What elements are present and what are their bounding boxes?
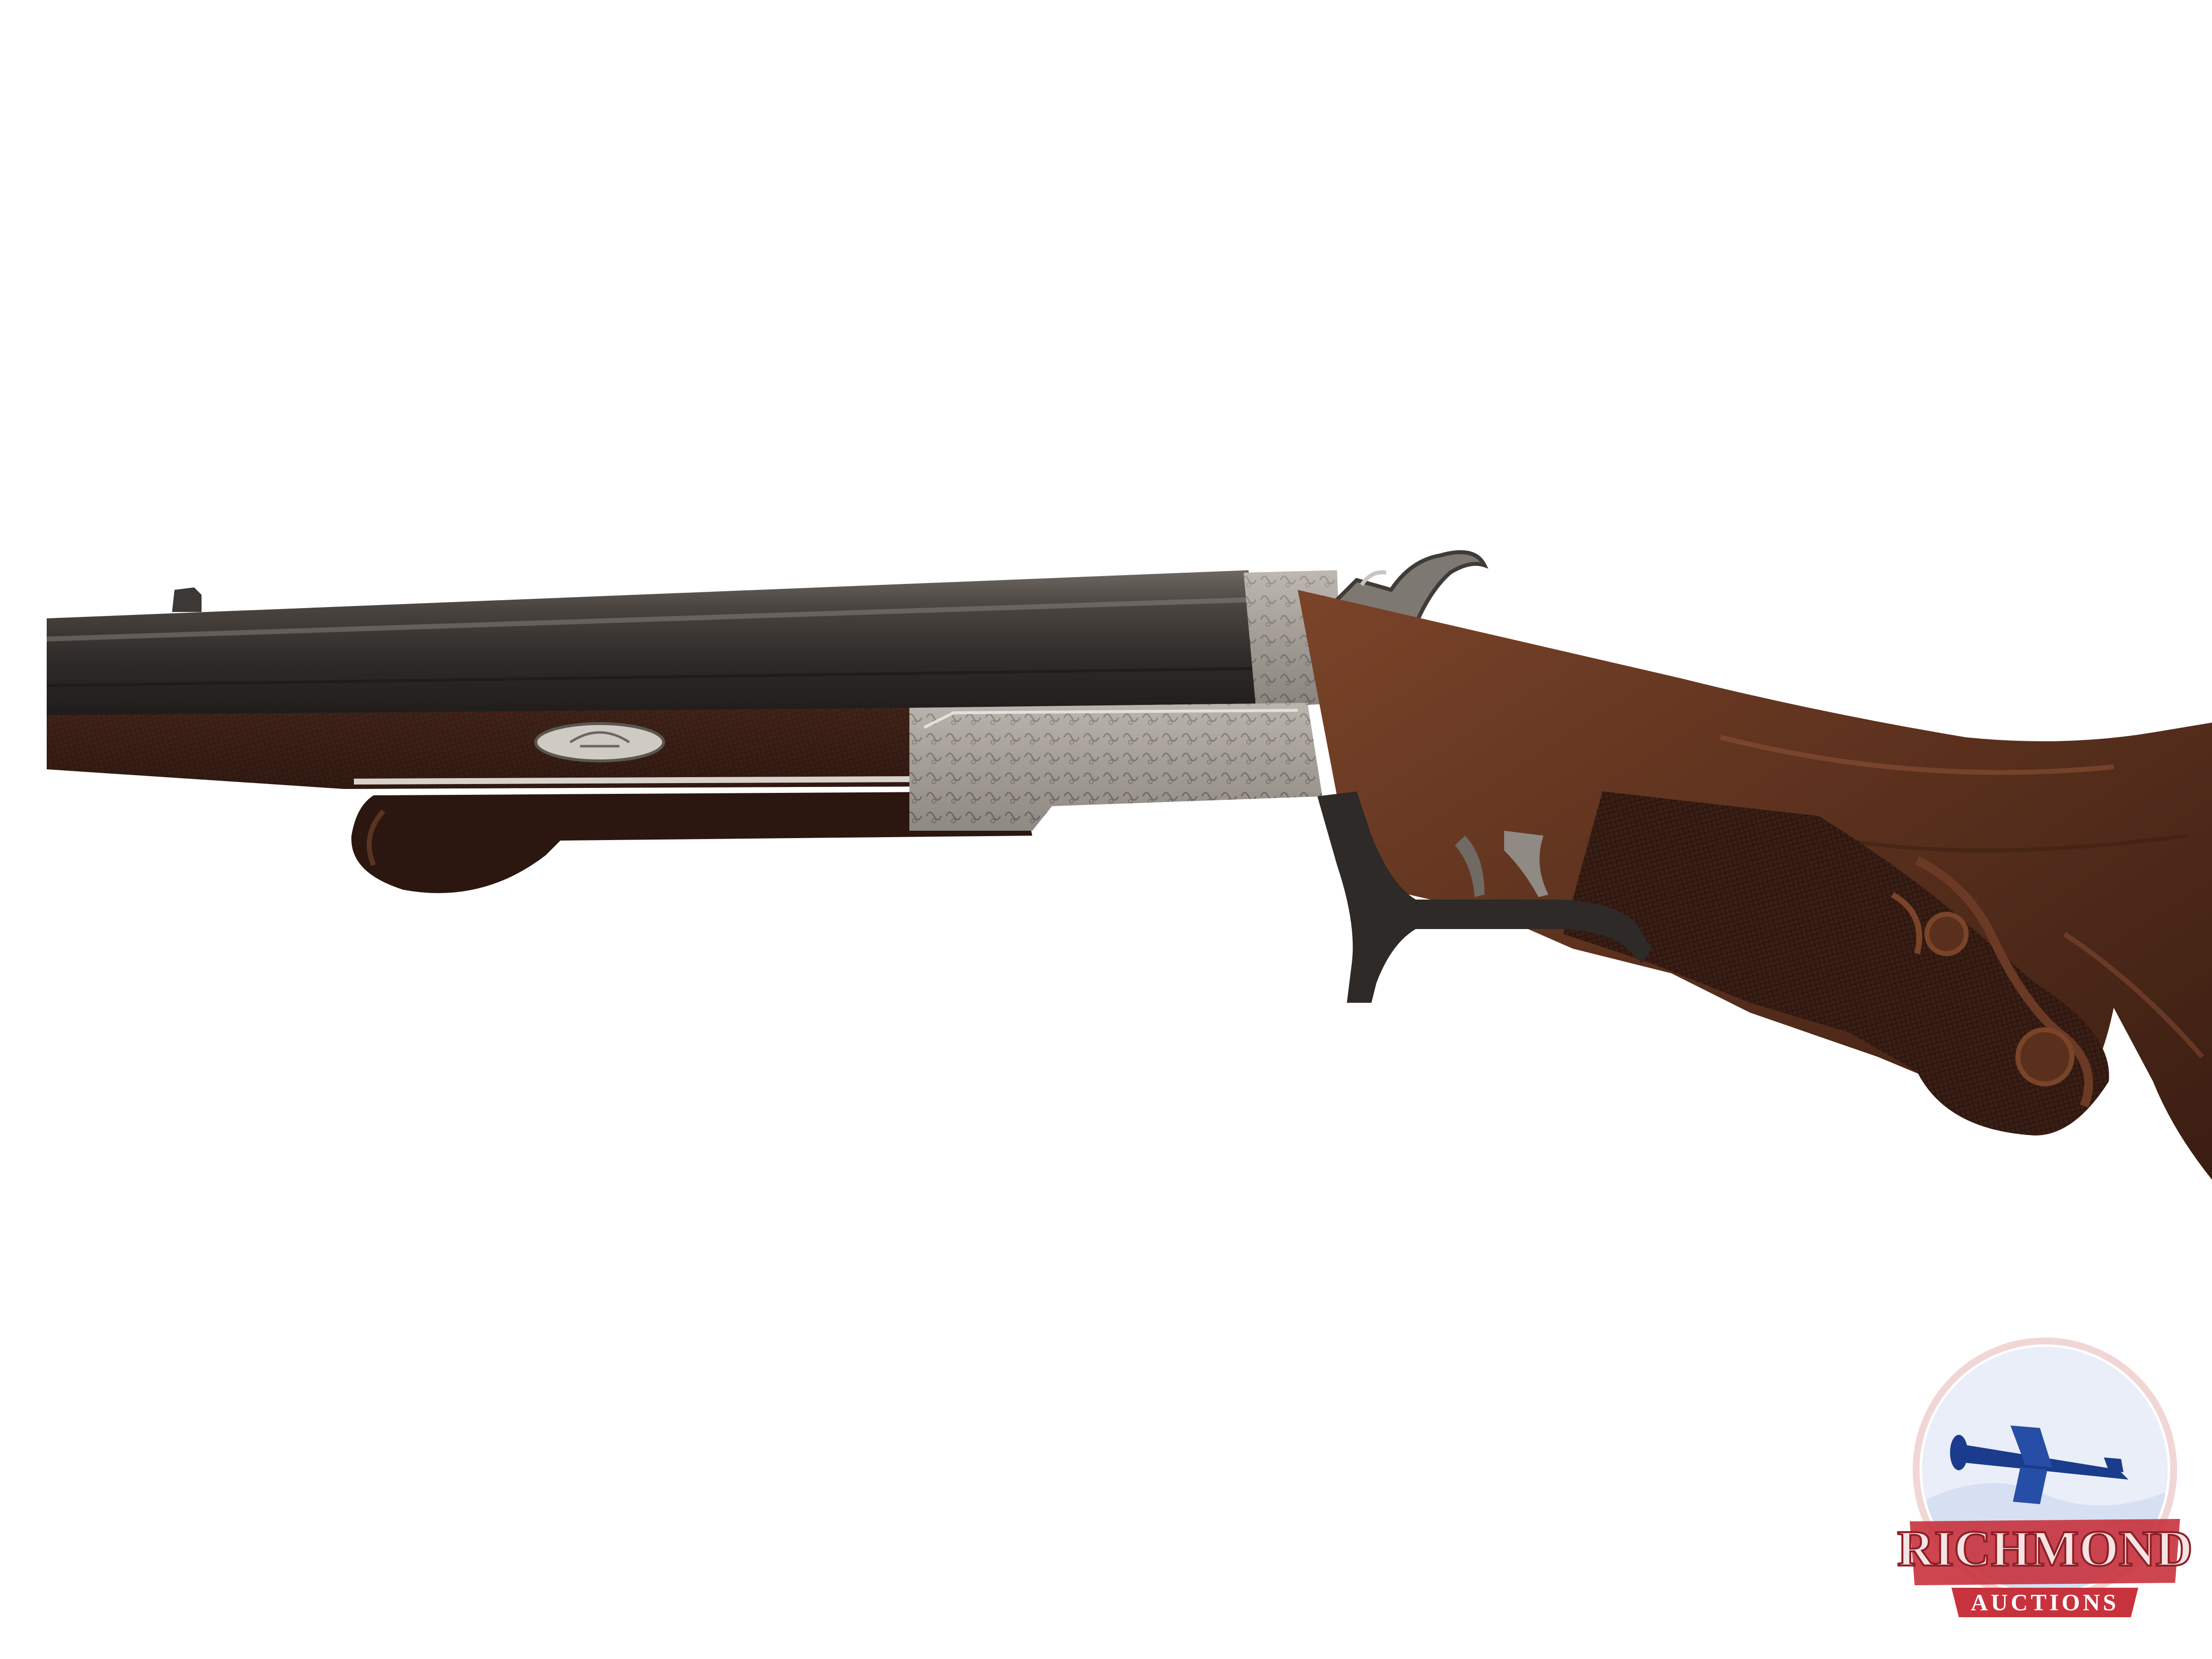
front-sight xyxy=(172,587,202,612)
escutcheon-plate xyxy=(536,724,664,761)
richmond-auctions-logo xyxy=(1897,1341,2193,1617)
engraved-action xyxy=(909,703,1322,831)
forend xyxy=(47,708,919,789)
logo-tagline-text: AUCTIONS xyxy=(1971,1590,2119,1616)
logo-brand-text: RICHMOND xyxy=(1897,1520,2193,1577)
barrels xyxy=(47,570,1258,720)
rifle xyxy=(47,552,2212,1180)
